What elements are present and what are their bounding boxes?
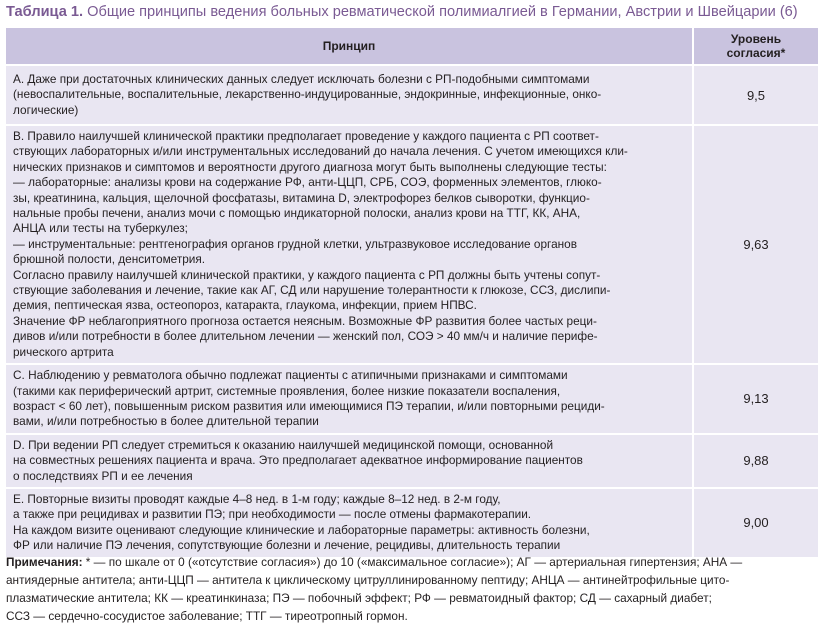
principle-text-line: дивов и/или потребности в более длительном лечении — женский пол, СОЭ > 40 мм/ч и наличие перифе- <box>13 329 598 344</box>
notes-line-3: плазматические антитела; КК — креатинкиназа; ПЭ — побочный эффект; РФ — ревматоидный фактор; СД — сахарный диабет; <box>6 591 712 605</box>
principle-text-line: логические) <box>13 102 79 117</box>
principle-text-line: Значение ФР неблагоприятного прогноза остается неясным. Возможные ФР развития более частых реци- <box>13 313 597 328</box>
principle-text-line: брюшной полости, денситометрия. <box>13 252 206 267</box>
principle-text-line: демия, пептическая язва, остеопороз, катаракта, глаукома, инфекции, прием НПВС. <box>13 298 477 313</box>
table-row <box>6 126 818 365</box>
agreement-value: 9,00 <box>694 489 818 559</box>
table-notes <box>6 553 818 625</box>
principle-text-line: — лабораторные: анализы крови на содержание РФ, анти-ЦЦП, СРБ, СОЭ, форменных элементов, глюко- <box>13 175 602 190</box>
principle-text-line: На каждом визите оценивают следующие клинические и лабораторные параметры: активность болезни, <box>13 522 590 537</box>
principle-cell <box>6 365 694 435</box>
principle-text-line: (такими как периферический артрит, системные проявления, более низкие показатели воспаления, <box>13 383 561 398</box>
agreement-value: 9,88 <box>694 435 818 489</box>
agreement-value: 9,13 <box>694 365 818 435</box>
notes-line-4: ССЗ — сердечно-сосудистое заболевание; ТТГ — тиреотропный гормон. <box>6 609 408 623</box>
header-level-line2: согласия* <box>726 46 786 60</box>
table-row <box>6 365 818 435</box>
principle-cell <box>6 435 694 489</box>
principle-text-line: A. Даже при достаточных клинических данных следует исключать болезни с РП-подобными симптомами <box>13 71 590 86</box>
header-agreement-level <box>694 28 818 66</box>
table-title <box>6 2 822 22</box>
table-title-text: Общие принципы ведения больных ревматической полимиалгией в Германии, Австрии и Швейцарии (6) <box>83 4 798 20</box>
notes-label: Примечания: <box>6 555 83 569</box>
table-title-label: Таблица 1. <box>6 4 84 20</box>
header-level-line1: Уровень <box>730 32 782 46</box>
principle-text-line: D. При ведении РП следует стремиться к оказанию наилучшей медицинской помощи, основанной <box>13 437 554 452</box>
principle-text-line: вами, и/или потребностью в более длительной терапии <box>13 414 319 429</box>
principle-text-line: (невоспалительные, воспалительные, лекарственно-индуцированные, эндокринные, инфекционные, онко- <box>13 87 602 102</box>
principle-text-line: АНЦА или тесты на туберкулез; <box>13 221 188 236</box>
notes-line-1 <box>6 553 818 571</box>
table-header-row <box>6 28 818 66</box>
notes-line1-text: * — по шкале от 0 («отсутствие согласия») до 10 («максимальное согласие»); АГ — артериальная гипертензия; АНА — <box>82 555 743 569</box>
notes-line-2: антиядерные антитела; анти-ЦЦП — антитела к циклическому цитруллинированному пептиду; АНЦА — антинейтрофильные цито- <box>6 573 730 587</box>
principle-cell <box>6 489 694 559</box>
principle-text-line: зы, креатинина, кальция, щелочной фосфатазы, витамина D, электрофорез белков сыворотки, функцио- <box>13 190 590 205</box>
agreement-value: 9,63 <box>694 126 818 365</box>
agreement-value: 9,5 <box>694 66 818 126</box>
principle-text-line: C. Наблюдению у ревматолога обычно подлежат пациенты с атипичными признаками и симптомами <box>13 368 568 383</box>
principle-text-line: а также при рецидивах и развитии ПЭ; при необходимости — после отмены фармакотерапии. <box>13 507 532 522</box>
principle-text-line: на совместных решениях пациента и врача. Это предполагает адекватное информирование пациентов <box>13 453 583 468</box>
principle-text-line: E. Повторные визиты проводят каждые 4–8 нед. в 1-м году; каждые 8–12 нед. в 2-м году, <box>13 491 501 506</box>
principle-cell <box>6 66 694 126</box>
principle-text-line: — инструментальные: рентгенография органов грудной клетки, ультразвуковое исследование органов <box>13 236 577 251</box>
header-principle: Принцип <box>6 28 694 66</box>
principle-text-line: нальные пробы печени, анализ мочи с помощью индикаторной полоски, анализ крови на ТТГ, КК, АНА, <box>13 206 581 221</box>
table-row <box>6 435 818 489</box>
principle-text-line: рического артрита <box>13 344 114 359</box>
principle-text-line: возраст < 60 лет), повышенным риском развития или имеющимися ПЭ терапии, и/или повторными рециди- <box>13 398 605 413</box>
principle-text-line: Согласно правилу наилучшей клинической практики, у каждого пациента с РП должны быть учтены сопут- <box>13 267 601 282</box>
principle-text-line: ФР или наличие ПЭ лечения, сопутствующие болезни и лечение, рецидивы, длительность терапии <box>13 538 561 553</box>
principle-text-line: о последствиях РП и ее лечения <box>13 468 193 483</box>
table-row <box>6 66 818 126</box>
principle-text-line: B. Правило наилучшей клинической практики предполагает проведение у каждого пациента с РП соответ- <box>13 129 599 143</box>
principle-text-line: ствующие заболевания и лечение, такие как АГ, СД или нарушение толерантности к глюкозе, ССЗ, дислипи- <box>13 283 611 298</box>
principle-text-line: нических признаков и симптомов и вероятности другого диагноза могут быть выполнены следующие тесты: <box>13 159 607 174</box>
principle-cell <box>6 126 694 365</box>
table-row <box>6 489 818 559</box>
principles-table <box>6 28 818 559</box>
principle-text-line: ствующих лабораторных и/или инструментальных исследований до начала лечения. С учетом имеющихся кли- <box>13 144 628 159</box>
